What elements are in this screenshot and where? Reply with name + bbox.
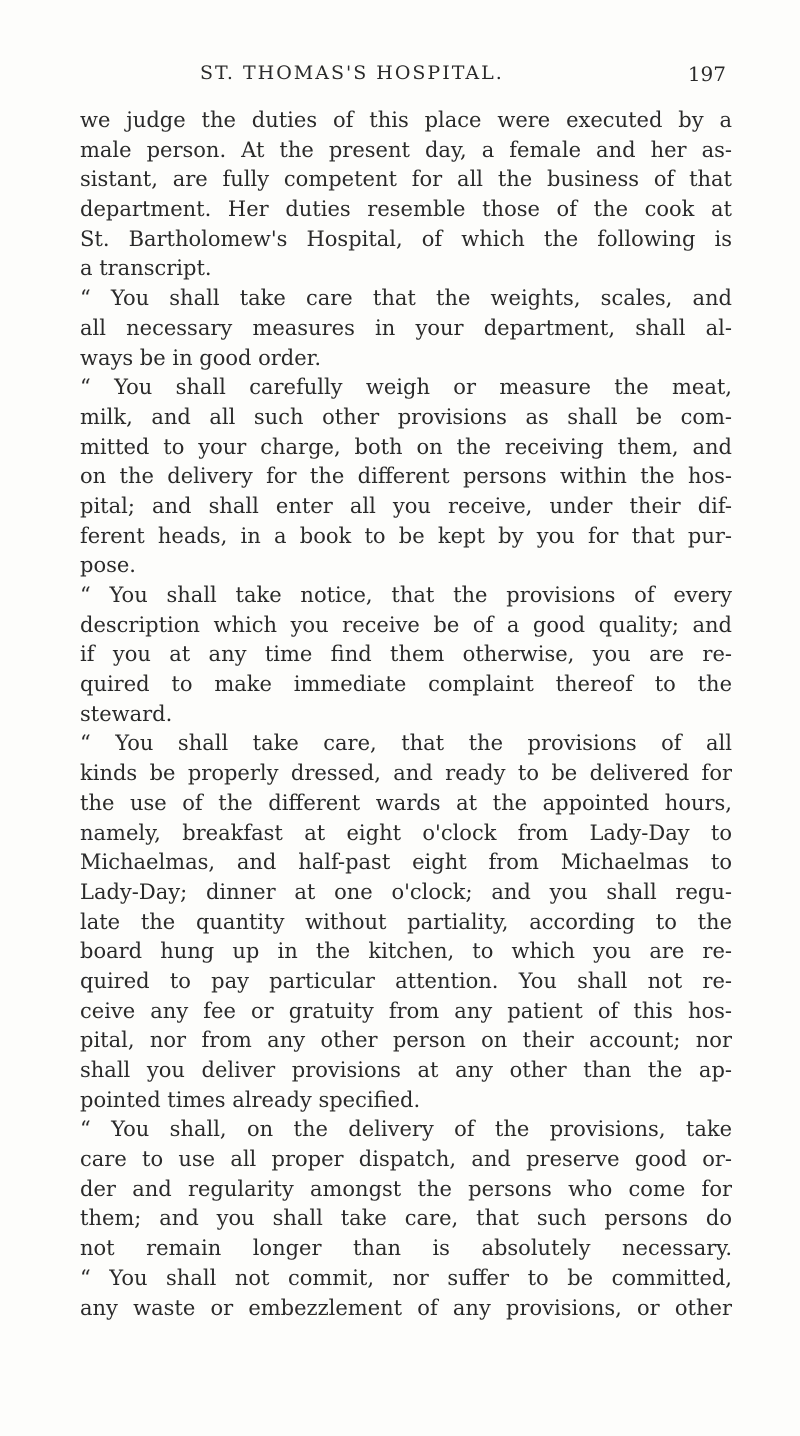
text-line: St. Bartholomew's Hospital, of which the following is: [80, 226, 732, 251]
text-line: “ You shall carefully weigh or measure the meat,: [80, 375, 732, 400]
text-line: on the delivery for the different persons within the hos-: [80, 464, 732, 489]
body-text: [80, 106, 732, 1323]
text-line: board hung up in the kitchen, to which you are re-: [80, 939, 732, 964]
text-line: kinds be properly dressed, and ready to be delivered for: [80, 761, 732, 786]
running-head-title: ST. THOMAS'S HOSPITAL.: [200, 62, 504, 84]
text-line: not remain longer than is absolutely necessary.: [80, 1236, 732, 1261]
text-line: all necessary measures in your department, shall al-: [80, 315, 732, 340]
text-line: sistant, are fully competent for all the business of that: [80, 167, 732, 192]
text-line: “ You shall take care that the weights, scales, and: [80, 286, 732, 311]
text-line: pital; and shall enter all you receive, under their dif-: [80, 493, 732, 518]
text-line: male person. At the present day, a female and her as-: [80, 137, 732, 162]
text-line: ceive any fee or gratuity from any patient of this hos-: [80, 998, 732, 1023]
text-line: mitted to your charge, both on the receiving them, and: [80, 434, 732, 459]
page-number: 197: [687, 62, 726, 86]
text-line: pose.: [80, 553, 136, 578]
text-line: “ You shall, on the delivery of the provisions, take: [80, 1117, 732, 1142]
text-line: pital, nor from any other person on their account; nor: [80, 1028, 732, 1053]
text-line: Lady-Day; dinner at one o'clock; and you shall regu-: [80, 879, 732, 904]
running-head: [96, 62, 726, 94]
text-line: care to use all proper dispatch, and preserve good or-: [80, 1147, 732, 1172]
text-line: namely, breakfast at eight o'clock from Lady-Day to: [80, 820, 732, 845]
text-line: the use of the different wards at the appointed hours,: [80, 790, 732, 815]
text-line: ferent heads, in a book to be kept by you for that pur-: [80, 523, 732, 548]
text-line: “ You shall take care, that the provisions of all: [80, 731, 732, 756]
text-line: quired to pay particular attention. You shall not re-: [80, 968, 732, 993]
text-line: steward.: [80, 701, 173, 726]
text-line: “ You shall not commit, nor suffer to be committed,: [80, 1265, 732, 1290]
text-line: late the quantity without partiality, according to the: [80, 909, 732, 934]
text-line: we judge the duties of this place were executed by a: [80, 108, 732, 132]
text-line: ways be in good order.: [80, 345, 322, 370]
text-line: shall you deliver provisions at any other than the ap-: [80, 1058, 732, 1082]
text-line: quired to make immediate complaint thereof to the: [80, 672, 732, 697]
text-line: a transcript.: [80, 256, 212, 281]
text-line: them; and you shall take care, that such persons do: [80, 1206, 732, 1231]
text-line: any waste or embezzlement of any provisions, or other: [80, 1295, 732, 1320]
text-line: milk, and all such other provisions as shall be com-: [80, 404, 732, 429]
text-line: description which you receive be of a good quality; and: [80, 612, 732, 637]
text-line: “ You shall take notice, that the provisions of every: [80, 583, 732, 607]
text-line: if you at any time find them otherwise, you are re-: [80, 642, 732, 667]
text-line: pointed times already specified.: [80, 1087, 421, 1112]
text-line: der and regularity amongst the persons who come for: [80, 1176, 732, 1201]
text-line: department. Her duties resemble those of the cook at: [80, 197, 732, 222]
text-line: Michaelmas, and half-past eight from Michaelmas to: [80, 850, 732, 875]
